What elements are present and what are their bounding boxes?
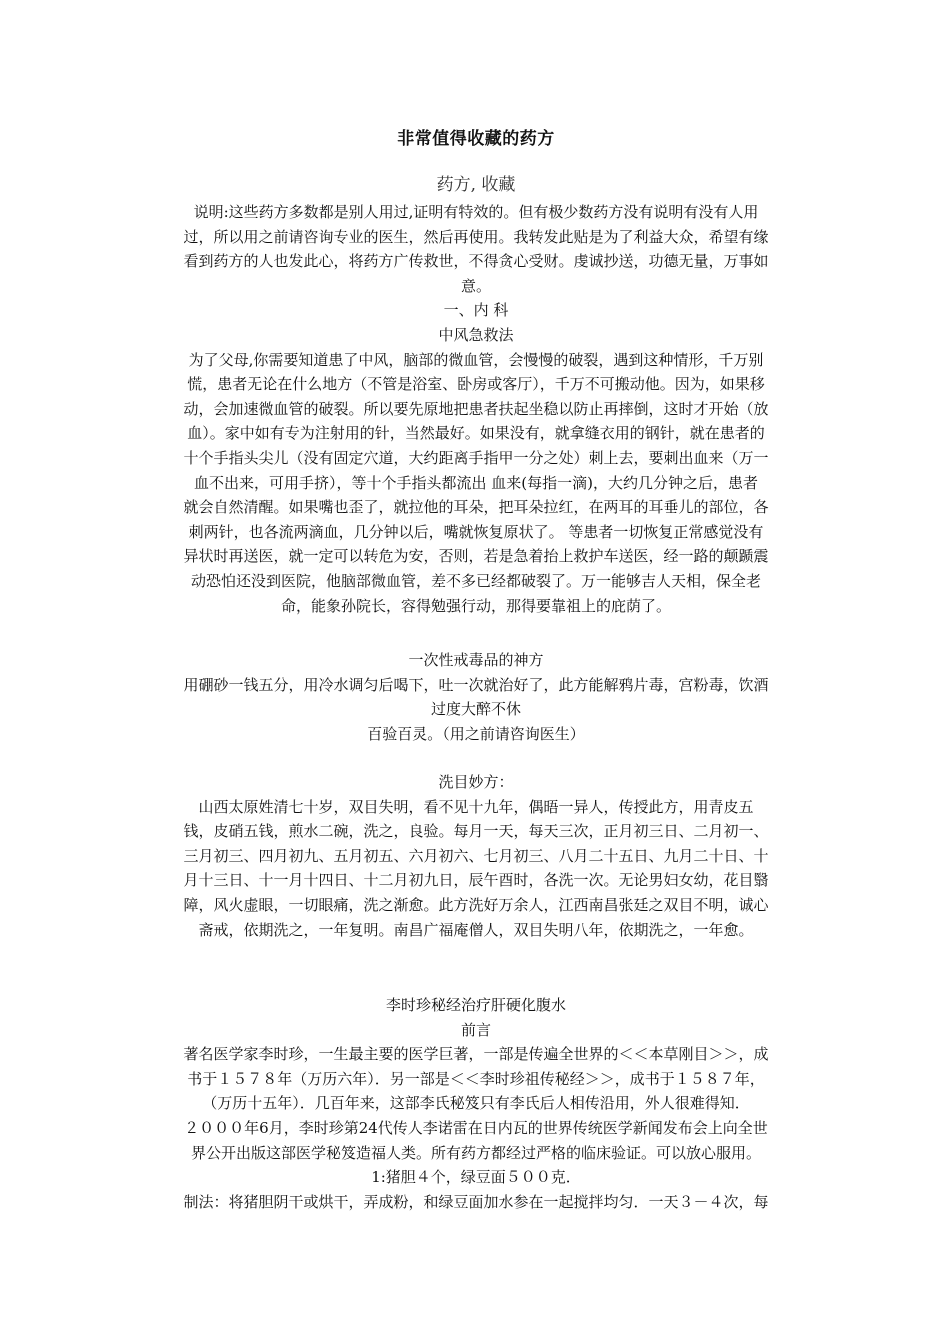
paragraph-line: 刺两针，也各流两滴血，几分钟以后，嘴就恢复原状了。 等患者一切恢复正常感觉没有 [188, 522, 764, 541]
intro-line: 看到药方的人也发此心，将药方广传救世，不得贪心受财。虔诚抄送，功德无量，万事如 [183, 252, 769, 271]
paragraph-line: 动，会加速微血管的破裂。所以要先原地把患者扶起坐稳以防止再摔倒，这时才开始（放 [183, 399, 769, 418]
eye-wash-section [140, 770, 812, 942]
detox-section [140, 648, 812, 746]
document-page [140, 0, 812, 1344]
paragraph-line: 障，风火虚眼，一切眼痛，洗之渐愈。此方洗好万余人，江西南昌张廷之双目不明，诚心 [183, 895, 769, 914]
section-title: 中风急救法 [438, 325, 514, 344]
paragraph-line: 动恐怕还没到医院，他脑部微血管，差不多已经都破裂了。万一能够吉人天相，保全老 [190, 571, 761, 590]
intro-line: 过，所以用之前请咨询专业的医生，然后再使用。我转发此贴是为了利益大众，希望有缘 [183, 227, 769, 246]
paragraph-line: 命，能象孙院长，容得勉强行动，那得要靠祖上的庇荫了。 [280, 596, 671, 615]
paragraph-line: 慌，患者无论在什么地方（不管是浴室、卧房或客厅），千万不可搬动他。因为，如果移 [187, 375, 765, 394]
liver-cirrhosis-section [140, 993, 812, 1214]
paragraph-line: 三月初三、四月初九、五月初五、六月初六、七月初三、八月二十五日、九月二十日、十 [183, 846, 769, 865]
paragraph-line: 书于１５７８年（万历六年）．另一部是＜＜李时珍祖传秘经＞＞，成书于１５８７年， [187, 1069, 765, 1088]
paragraph-line: 异状时再送医，就一定可以转危为安，否则，若是急着抬上救护车送医，经一路的颠踬震 [183, 547, 769, 566]
section-title: 李时珍秘经治疗肝硬化腹水 [385, 996, 566, 1014]
paragraph-line: （万历十五年）．几百年来，这部李氏秘笈只有李氏后人相传沿用，外人很难得知． [202, 1094, 750, 1113]
paragraph-line: 十个手指头尖儿（没有固定穴道，大约距离手指甲一分之处）刺上去，要刺出血来（万一 [183, 448, 769, 467]
paragraph-line: 血不出来，可用手挤），等十个手指头都流出 血来(每指一滴)，大约几分钟之后，患者 [194, 473, 758, 492]
section-title: 一次性戒毒品的神方 [408, 651, 544, 669]
paragraph-line: 斋戒，依期洗之，一年复明。南昌广福庵僧人，双目失明八年，依期洗之，一年愈。 [198, 920, 754, 939]
paragraph-line: 著名医学家李时珍，一生最主要的医学巨著，一部是传遍全世界的＜＜本草刚目＞＞，成 [183, 1045, 769, 1064]
paragraph-line: ２０００年6月，李时珍第24代传人李诺雷在日内瓦的世界传统医学新闻发布会上向全世 [184, 1118, 768, 1137]
section-subtitle: 前言 [460, 1020, 491, 1039]
paragraph-line: 血）。家中如有专为注射用的针，当然最好。如果没有，就拿缝衣用的钢针，就在患者的 [187, 424, 765, 443]
document-title: 非常值得收藏的药方 [397, 129, 555, 149]
paragraph-line: 就会自然清醒。如果嘴也歪了，就拉他的耳朵，把耳朵拉红，在两耳的耳垂儿的部位，各 [183, 498, 769, 517]
paragraph-line: 制法：将猪胆阴干或烘干，弄成粉，和绿豆面加水参在一起搅拌均匀．一天３－４次，每 [183, 1192, 769, 1211]
paragraph-line: 为了父母,你需要知道患了中风，脑部的微血管，会慢慢的破裂，遇到这种情形，千万别 [188, 350, 764, 369]
section-heading: 一、内 科 [443, 301, 509, 320]
paragraph-line: 钱，皮硝五钱，煎水二碗，洗之，良验。每月一天，每天三次，正月初三日、二月初一、 [183, 822, 769, 841]
intro-line: 说明:这些药方多数都是别人用过,证明有特效的。但有极少数药方没有说明有没有人用 [193, 203, 759, 221]
document-tags: 药方, 收藏 [436, 175, 516, 195]
paragraph-line: 百验百灵。（用之前请咨询医生） [367, 724, 585, 743]
paragraph-line: 界公开出版这部医学秘笈造福人类。所有药方都经过严格的临床验证。可以放心服用。 [190, 1143, 761, 1162]
paragraph-line: 1:猪胆４个，绿豆面５００克． [371, 1168, 581, 1187]
paragraph-line: 过度大醉不休 [430, 700, 521, 719]
intro-line: 意。 [460, 276, 491, 295]
intro-and-stroke-section [140, 200, 812, 618]
paragraph-line: 月十三日、十一月十四日、十二月初九日，辰午酉时，各洗一次。无论男妇女幼，花目翳 [183, 871, 769, 890]
section-title: 洗目妙方： [438, 773, 514, 791]
paragraph-line: 用硼砂一钱五分，用冷水调匀后喝下，吐一次就治好了，此方能解鸦片毒，宫粉毒，饮酒 [183, 675, 769, 694]
paragraph-line: 山西太原姓清七十岁，双目失明，看不见十九年，偶晤一异人，传授此方，用青皮五 [198, 797, 754, 816]
